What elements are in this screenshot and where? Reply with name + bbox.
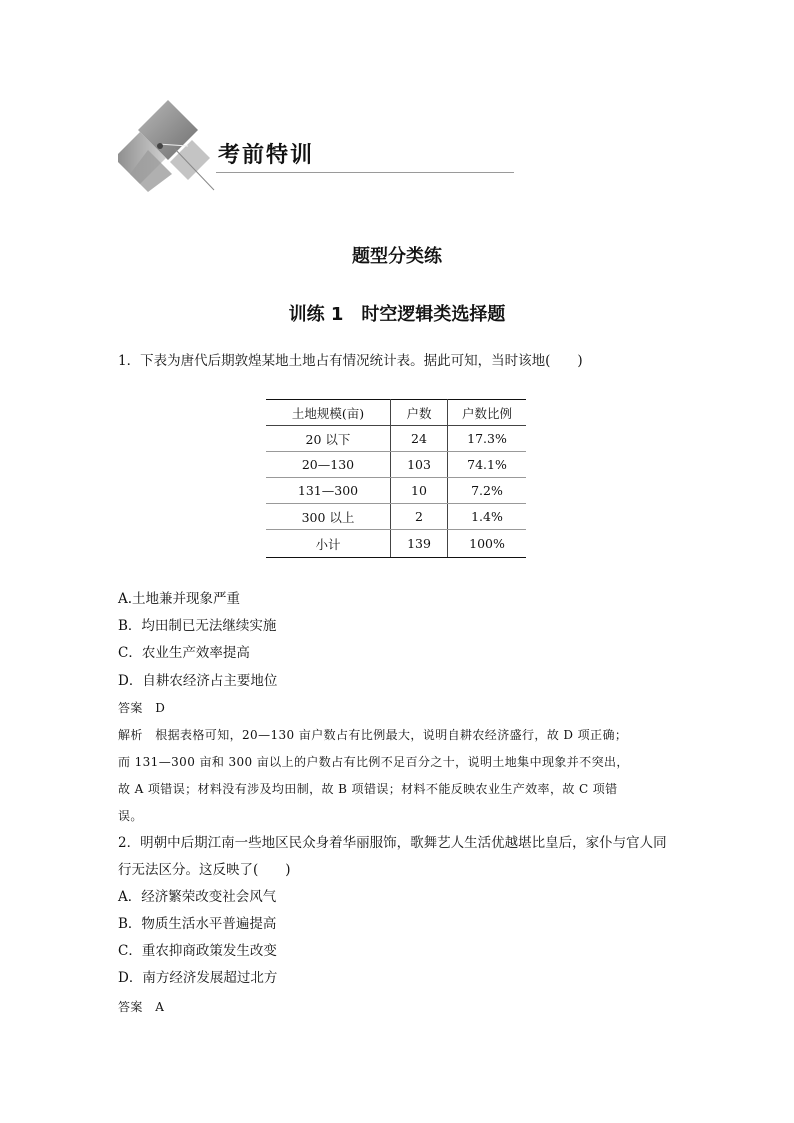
table-cell: 74.1% (448, 452, 527, 478)
q1-option-d: D．自耕农经济占主要地位 (118, 673, 278, 689)
table-cell: 1.4% (448, 504, 527, 530)
table-header-cell: 土地规模(亩) (266, 400, 391, 426)
table-cell: 小计 (266, 530, 391, 558)
table-cell: 20—130 (266, 452, 391, 478)
q1-analysis-line: 故 A 项错误；材料没有涉及均田制，故 B 项错误；材料不能反映农业生产效率，故 C 项错 (118, 782, 618, 796)
q1-option-b: B．均田制已无法继续实施 (118, 618, 277, 634)
table-row (266, 478, 526, 504)
table-cell: 139 (391, 530, 448, 558)
q2-answer: 答案 A (118, 1000, 165, 1014)
q1-analysis-line: 解析 根据表格可知，20—130 亩户数占有比例最大，说明自耕农经济盛行，故 D 项正确； (118, 728, 628, 742)
table-cell: 20 以下 (266, 426, 391, 452)
table-row-total (266, 530, 526, 558)
table-row (266, 426, 526, 452)
table-cell: 7.2% (448, 478, 527, 504)
table-cell: 300 以上 (266, 504, 391, 530)
table-cell: 10 (391, 478, 448, 504)
question-2-stem-line: 行无法区分。这反映了( ) (118, 862, 291, 878)
land-ownership-table (266, 399, 526, 558)
q1-analysis-line: 误。 (118, 809, 143, 823)
table-cell: 103 (391, 452, 448, 478)
table-cell: 100% (448, 530, 527, 558)
question-1-stem: 1．下表为唐代后期敦煌某地土地占有情况统计表。据此可知，当时该地( ) (118, 353, 583, 369)
q1-answer: 答案 D (118, 701, 166, 715)
table-cell: 131—300 (266, 478, 391, 504)
q2-option-a: A．经济繁荣改变社会风气 (118, 889, 277, 905)
banner-title: 考前特训 (218, 143, 315, 168)
table-header-cell: 户数 (391, 400, 448, 426)
section-title: 题型分类练 (352, 246, 442, 267)
q1-analysis-line: 而 131—300 亩和 300 亩以上的户数占有比例不足百分之十，说明土地集中现象并不突出， (118, 755, 629, 769)
table-cell: 24 (391, 426, 448, 452)
table-header-row (266, 400, 526, 426)
banner-diamond-graphic (118, 100, 218, 195)
q1-option-c: C．农业生产效率提高 (118, 645, 250, 661)
q2-option-d: D．南方经济发展超过北方 (118, 970, 278, 986)
q2-option-c: C．重农抑商政策发生改变 (118, 943, 277, 959)
table-header-cell: 户数比例 (448, 400, 527, 426)
table-row (266, 452, 526, 478)
q2-option-b: B．物质生活水平普遍提高 (118, 916, 277, 932)
banner-divider (216, 172, 514, 173)
section-banner (118, 100, 518, 195)
table-row (266, 504, 526, 530)
table-cell: 2 (391, 504, 448, 530)
training-title: 训练 1 时空逻辑类选择题 (288, 304, 506, 325)
q1-option-a: A.土地兼并现象严重 (118, 591, 241, 607)
question-2-stem-line: 2．明朝中后期江南一些地区民众身着华丽服饰，歌舞艺人生活优越堪比皇后，家仆与官人同 (118, 835, 667, 851)
table-cell: 17.3% (448, 426, 527, 452)
